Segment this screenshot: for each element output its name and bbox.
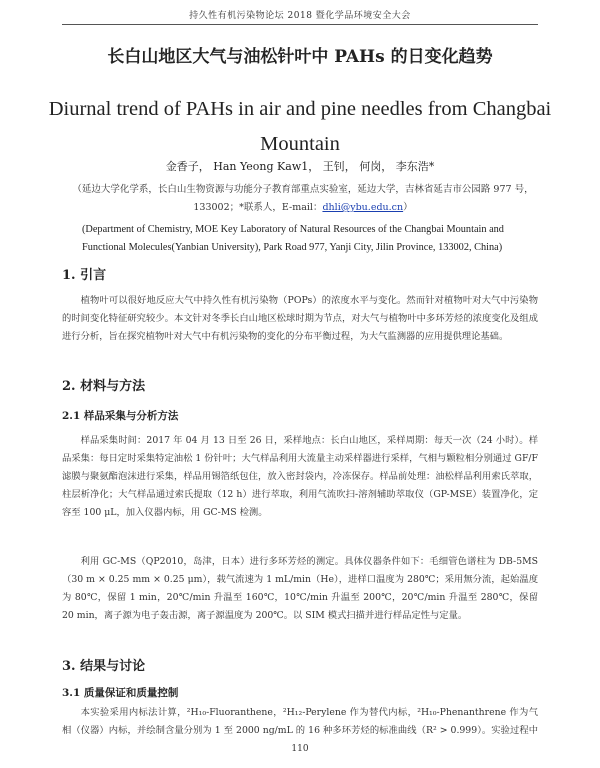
- results-paragraph-qaqc: 本实验采用内标法计算，²H₁₀-Fluoranthene，²H₁₂-Perylene 作为替代内标，²H₁₀-Phenanthrene 作为气相（仪器）内标，并绘制含量分别为 1 至 2000 ng/mL 的 16 种多环芳烃的标准曲线（R² > 0.999）。实验过程中: [62, 707, 538, 736]
- methods-paragraph-instrument: 利用 GC-MS（QP2010，岛津，日本）进行多环芳烃的测定。具体仪器条件如下：毛细管色谱柱为 DB-5MS（30 m × 0.25 mm × 0.25 μm），载气流速为 1 mL/min（He），进样口温度为 280℃；采用無分流，起始温度为 80℃，保留 1 min，20℃/min 升温至 160℃，10℃/min 升温至 200℃，20℃/min 升温至 280℃，保留 20 min，离子源为电子轰击源，离子源温度为 200℃。以 SIM 模式扫描并进行样品定性与定量。: [62, 556, 538, 621]
- affiliation-chinese: [68, 181, 538, 217]
- introduction-paragraph: 植物叶可以很好地反应大气中持久性有机污染物（POPs）的浓度水平与变化。然而针对植物叶对大气中污染物的时间变化特征研究较少。本文针对冬季长白山地区松球时期为节点，对大气与植物叶中多环芳烃的浓度变化及组成进行分析，旨在探究植物叶对大气中有机污染物的变化的分布平衡过程，为大气监测器的应用提供理论基础。: [62, 295, 538, 342]
- affiliation-chinese-text: （延边大学化学系，长白山生物资源与功能分子教育部重点实验室，延边大学，吉林省延吉市公园路 977 号，133002；*联系人，E-mail：: [72, 184, 534, 213]
- methods-paragraph-sampling: 样品采集时间：2017 年 04 月 13 日至 26 日，采样地点：长白山地区，采样周期：每天一次（24 小时）。样品采集：每日定时采集特定油松 1 份针叶；大气样品利用大流量主动采样器进行采样，气相与颗粒相分别通过 GF/F 滤膜与聚氨酯泡沫进行采集，样品用锡箔纸包住，放入密封袋内，冷冻保存。样品前处理：油松样品利用索氏萃取，柱层析净化；大气样品通过索氏提取（12 h）进行萃取，利用气流吹扫-溶剂辅助萃取仪（GP-MSE）装置净化，定容至 100 μL，加入仪器内标，用 GC-MS 检测。: [62, 435, 538, 518]
- email-link[interactable]: dhli@ybu.edu.cn: [322, 202, 404, 213]
- page-number: 110: [291, 744, 309, 754]
- subsection-heading-qaqc: 3.1 质量保证和质量控制: [62, 687, 179, 699]
- title-english: Diurnal trend of PAHs in air and pine needles from Changbai Mountain: [48, 98, 552, 155]
- author-list: 金香子， Han Yeong Kaw1， 王钊， 何岗， 李东浩*: [165, 160, 435, 173]
- affiliation-chinese-close: ）: [403, 202, 413, 213]
- section-heading-introduction: 1. 引言: [62, 268, 107, 283]
- title-chinese: 长白山地区大气与油松针叶中 PAHs 的日变化趋势: [107, 47, 493, 67]
- section-heading-results: 3. 结果与讨论: [62, 659, 146, 674]
- section-heading-methods: 2. 材料与方法: [62, 379, 146, 394]
- affiliation-english: (Department of Chemistry, MOE Key Laboratory of Natural Resources of the Changbai Mountain and Functional Molecules(Yanbian University), Park Road 977, Yanji City, Jilin Province, 133002, China): [82, 224, 504, 253]
- header-rule: [62, 24, 538, 25]
- subsection-heading-sampling: 2.1 样品采集与分析方法: [62, 410, 179, 422]
- running-header: 持久性有机污染物论坛 2018 暨化学品环境安全大会: [189, 11, 411, 21]
